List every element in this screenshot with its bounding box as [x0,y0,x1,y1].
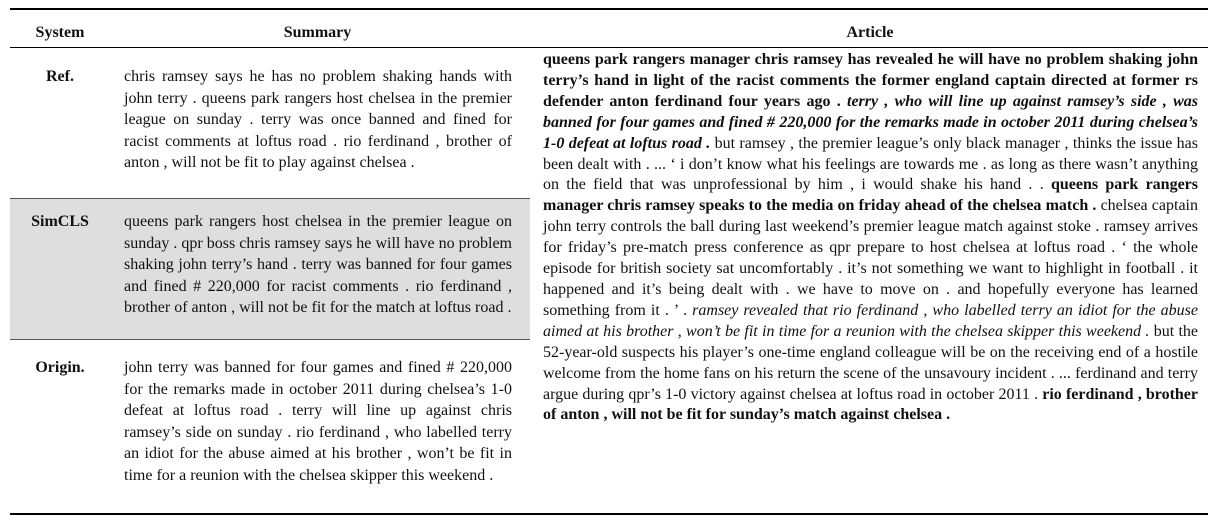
table-bottom-rule [10,513,1208,515]
summary-origin: john terry was banned for four games and fined # 220,000 for the remarks made in october 2011 during chelsea’s 1-0 defeat at loftus road . terry will line up against chris ramsey’s side on sunday . rio ferdinand , who labelled terry an idiot for the abuse aimed at his brother , won’t be fit in time for a reunion with the chelsea skipper this weekend . [124,359,512,484]
header-rule [10,47,1208,48]
summary-simcls: queens park rangers host chelsea in the premier league on sunday . qpr boss chris ramsey says he will have no problem shaking john terry’s hand . terry was banned for four games and fined # 220,000 for racist comments . rio ferdinand , brother of anton , will not be fit for the match at loftus road . [124,213,512,317]
article-segment: but ramsey , the premier league’s only black manager , thinks the issue has been dealt with . ... ‘ i don’t know what his feelings are towards me . as long as there wasn’t anything on the field that was unprofessional by him , i would shake his hand . . [543,134,1199,194]
row-separator [10,339,530,340]
system-name-simcls: SimCLS [31,213,89,230]
system-name-origin: Origin. [35,359,85,376]
system-name-ref: Ref. [46,68,74,85]
summary-ref: chris ramsey says he has no problem shaking hands with john terry . queens park rangers host chelsea in the premier league on sunday . terry was once banned and fined for racist comments at loftus road . rio ferdinand , brother of anton , will not be fit to play against chelsea . [124,68,512,172]
article-text [543,50,1198,426]
article-segment: chelsea captain john terry controls the ball during last weekend’s premier league match against stoke . ramsey arrives for friday’s pre-match press conference as qpr prepare to host chelsea at loftus road . ‘ the whole episode for british society sat uncomfortably . it’s not something we want to highlight in football . it happened and it’s being dealt with . we have to move on . and hopefully everyone has learned something from it . ’ . [543,197,1198,319]
header-summary: Summary [283,24,352,41]
header-system: System [35,24,85,41]
table-top-rule [10,8,1208,10]
article-segment-highlight: queens park rangers manager chris ramsey speaks to the media on friday ahead of the chelsea match . [543,176,1198,215]
header-article: Article [846,24,894,41]
article-segment-italic: ramsey revealed that rio ferdinand , who labelled terry an idiot for the abuse aimed at his brother , won’t be fit in time for a reunion with the chelsea skipper this weekend . [543,301,1199,340]
article-segment-highlight: rio ferdinand , brother of anton , will not be fit for sunday’s match against chelsea . [543,385,1199,424]
article-segment: but the 52-year-old suspects his player’s one-time england colleague will be on the receiving end of a hostile welcome from the home fans on his return the scene of the unsavoury incident . ... ferdinand and terry argue during qpr’s 1-0 victory against chelsea at loftus road in october 2011 . [543,322,1198,403]
article-segment-highlight: queens park rangers manager chris ramsey has revealed he will have no problem shaking john terry’s hand in light of the racist comments the former england captain directed at former rs defender anton ferdinand four years ago . [543,51,1198,110]
row-separator [10,198,530,199]
article-segment-highlight: terry , who will line up against ramsey’s side , was banned for four games and fined # 220,000 for the remarks made in october 2011 during chelsea’s 1-0 defeat at loftus road . [543,92,1199,152]
